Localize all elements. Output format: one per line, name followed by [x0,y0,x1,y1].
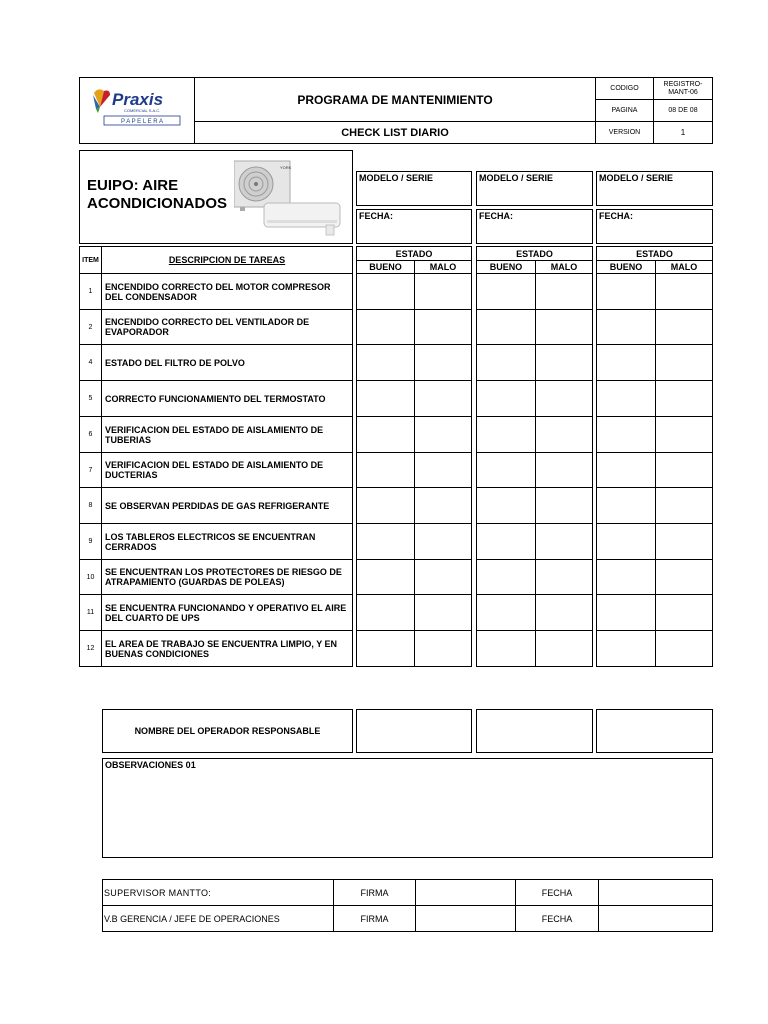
estado-header: ESTADO [356,246,472,261]
task-item-number: 6 [79,416,102,453]
bueno-checkbox-cell[interactable] [596,380,656,417]
malo-checkbox-cell[interactable] [655,380,713,417]
task-description: VERIFICACION DEL ESTADO DE AISLAMIENTO DE TUBERIAS [101,416,353,453]
malo-checkbox-cell[interactable] [414,452,472,488]
bueno-checkbox-cell[interactable] [356,273,415,310]
malo-checkbox-cell[interactable] [535,309,593,345]
signature-firma-label-1: FIRMA [360,887,389,898]
codigo-value: REGISTRO-MANT-06 [654,78,712,100]
bueno-checkbox-cell[interactable] [476,416,536,453]
malo-checkbox-cell[interactable] [414,309,472,345]
malo-checkbox-cell[interactable] [655,630,713,667]
task-item-number: 9 [79,523,102,560]
signature-role-1: SUPERVISOR MANTTO: [104,887,212,898]
bueno-checkbox-cell[interactable] [356,487,415,524]
observations-box[interactable] [102,758,713,858]
operator-field-3[interactable] [596,709,713,753]
signature-fecha-field-1[interactable] [599,880,712,905]
bueno-checkbox-cell[interactable] [476,559,536,595]
codigo-label: CODIGO [596,78,654,100]
bueno-checkbox-cell[interactable] [356,559,415,595]
svg-text:YORK: YORK [280,165,292,170]
bueno-checkbox-cell[interactable] [596,452,656,488]
task-description: SE ENCUENTRA FUNCIONANDO Y OPERATIVO EL AIRE DEL CUARTO DE UPS [101,594,353,631]
bueno-checkbox-cell[interactable] [356,416,415,453]
bueno-checkbox-cell[interactable] [596,594,656,631]
praxis-logo [90,83,186,127]
bueno-checkbox-cell[interactable] [476,630,536,667]
operator-field-1[interactable] [356,709,472,753]
task-item-number: 11 [79,594,102,631]
bueno-checkbox-cell[interactable] [476,594,536,631]
operator-label: NOMBRE DEL OPERADOR RESPONSABLE [102,709,353,753]
bueno-checkbox-cell[interactable] [356,523,415,560]
malo-checkbox-cell[interactable] [535,344,593,381]
malo-checkbox-cell[interactable] [535,594,593,631]
malo-header: MALO [655,260,713,274]
task-item-number: 8 [79,487,102,524]
equipment-title: EUIPO: AIRE ACONDICIONADOS [87,177,228,212]
malo-checkbox-cell[interactable] [655,344,713,381]
task-description: LOS TABLEROS ELECTRICOS SE ENCUENTRAN CERRADOS [101,523,353,560]
malo-checkbox-cell[interactable] [535,523,593,560]
malo-checkbox-cell[interactable] [655,273,713,310]
task-item-number: 7 [79,452,102,488]
bueno-checkbox-cell[interactable] [476,309,536,345]
bueno-checkbox-cell[interactable] [356,452,415,488]
estado-header: ESTADO [596,246,713,261]
pagina-label: PAGINA [596,100,654,122]
document-subtitle: CHECK LIST DIARIO [195,122,596,143]
malo-header: MALO [535,260,593,274]
bueno-checkbox-cell[interactable] [476,380,536,417]
item-header: ITEM [79,246,102,274]
task-description: ESTADO DEL FILTRO DE POLVO [101,344,353,381]
malo-checkbox-cell[interactable] [655,487,713,524]
signatures-table [102,879,713,932]
task-description: SE OBSERVAN PERDIDAS DE GAS REFRIGERANTE [101,487,353,524]
unit2-fecha-field[interactable]: FECHA: [476,209,593,244]
estado-header: ESTADO [476,246,593,261]
malo-checkbox-cell[interactable] [535,416,593,453]
signature-firma-field-1[interactable] [416,880,516,905]
bueno-checkbox-cell[interactable] [476,452,536,488]
bueno-checkbox-cell[interactable] [476,523,536,560]
task-table [79,246,353,666]
task-description: EL AREA DE TRABAJO SE ENCUENTRA LIMPIO, Y EN BUENAS CONDICIONES [101,630,353,667]
malo-checkbox-cell[interactable] [535,559,593,595]
malo-header: MALO [414,260,472,274]
bueno-checkbox-cell[interactable] [596,273,656,310]
estado-table-1 [356,246,472,666]
document-title: PROGRAMA DE MANTENIMIENTO [195,78,596,122]
bueno-checkbox-cell[interactable] [596,344,656,381]
task-description: VERIFICACION DEL ESTADO DE AISLAMIENTO DE DUCTERIAS [101,452,353,488]
signature-firma-field-2[interactable] [416,906,516,931]
bueno-checkbox-cell[interactable] [596,559,656,595]
logo-band-text: P A P E L E R A [121,119,163,125]
version-label: VERSION [596,122,654,143]
bueno-checkbox-cell[interactable] [596,309,656,345]
unit1-fecha-field[interactable]: FECHA: [356,209,472,244]
operator-field-2[interactable] [476,709,593,753]
malo-checkbox-cell[interactable] [655,559,713,595]
malo-checkbox-cell[interactable] [655,594,713,631]
bueno-checkbox-cell[interactable] [356,630,415,667]
unit3-fecha-field[interactable]: FECHA: [596,209,713,244]
bueno-header: BUENO [356,260,415,274]
logo-cell [80,78,195,143]
bueno-header: BUENO [596,260,656,274]
bueno-checkbox-cell[interactable] [596,630,656,667]
task-item-number: 2 [79,309,102,345]
bueno-checkbox-cell[interactable] [596,416,656,453]
malo-checkbox-cell[interactable] [535,630,593,667]
task-item-number: 10 [79,559,102,595]
estado-table-2 [476,246,593,666]
task-description: SE ENCUENTRAN LOS PROTECTORES DE RIESGO DE ATRAPAMIENTO (GUARDAS DE POLEAS) [101,559,353,595]
signature-role-2: V.B GERENCIA / JEFE DE OPERACIONES [104,913,280,924]
equipment-box [79,150,353,244]
unit2-modelo-field[interactable]: MODELO / SERIE [476,171,593,206]
header-frame [79,77,713,144]
malo-checkbox-cell[interactable] [414,487,472,524]
bueno-checkbox-cell[interactable] [476,344,536,381]
bueno-checkbox-cell[interactable] [596,487,656,524]
signature-fecha-field-2[interactable] [599,906,712,931]
malo-checkbox-cell[interactable] [414,273,472,310]
signature-firma-label-2: FIRMA [360,913,389,924]
malo-checkbox-cell[interactable] [655,309,713,345]
bueno-checkbox-cell[interactable] [476,487,536,524]
bueno-checkbox-cell[interactable] [356,344,415,381]
malo-checkbox-cell[interactable] [414,416,472,453]
estado-table-3 [596,246,713,666]
logo-subtext: COMERCIAL S.A.C. [124,108,161,113]
malo-checkbox-cell[interactable] [655,416,713,453]
task-item-number: 5 [79,380,102,417]
malo-checkbox-cell[interactable] [414,559,472,595]
air-conditioner-image [234,159,344,239]
version-value: 1 [680,128,686,137]
pagina-value: 08 DE 08 [654,100,712,122]
malo-checkbox-cell[interactable] [535,273,593,310]
task-item-number: 1 [79,273,102,310]
unit3-modelo-field[interactable]: MODELO / SERIE [596,171,713,206]
task-description: ENCENDIDO CORRECTO DEL MOTOR COMPRESOR DEL CONDENSADOR [101,273,353,310]
unit1-modelo-field[interactable]: MODELO / SERIE [356,171,472,206]
desc-header: DESCRIPCION DE TAREAS [101,246,353,274]
bueno-checkbox-cell[interactable] [356,594,415,631]
malo-checkbox-cell[interactable] [414,630,472,667]
malo-checkbox-cell[interactable] [535,452,593,488]
bueno-header: BUENO [476,260,536,274]
malo-checkbox-cell[interactable] [655,523,713,560]
malo-checkbox-cell[interactable] [655,452,713,488]
malo-checkbox-cell[interactable] [414,594,472,631]
malo-checkbox-cell[interactable] [414,380,472,417]
malo-checkbox-cell[interactable] [414,344,472,381]
logo-text: Praxis [112,90,164,109]
malo-checkbox-cell[interactable] [535,487,593,524]
malo-checkbox-cell[interactable] [535,380,593,417]
bueno-checkbox-cell[interactable] [596,523,656,560]
bueno-checkbox-cell[interactable] [356,309,415,345]
task-item-number: 4 [79,344,102,381]
bueno-checkbox-cell[interactable] [356,380,415,417]
task-description: CORRECTO FUNCIONAMIENTO DEL TERMOSTATO [101,380,353,417]
malo-checkbox-cell[interactable] [414,523,472,560]
task-item-number: 12 [79,630,102,667]
observations-label: OBSERVACIONES 01 [105,760,196,770]
bueno-checkbox-cell[interactable] [476,273,536,310]
task-description: ENCENDIDO CORRECTO DEL VENTILADOR DE EVAPORADOR [101,309,353,345]
signature-fecha-label-1: FECHA [541,887,573,898]
signature-fecha-label-2: FECHA [541,913,573,924]
